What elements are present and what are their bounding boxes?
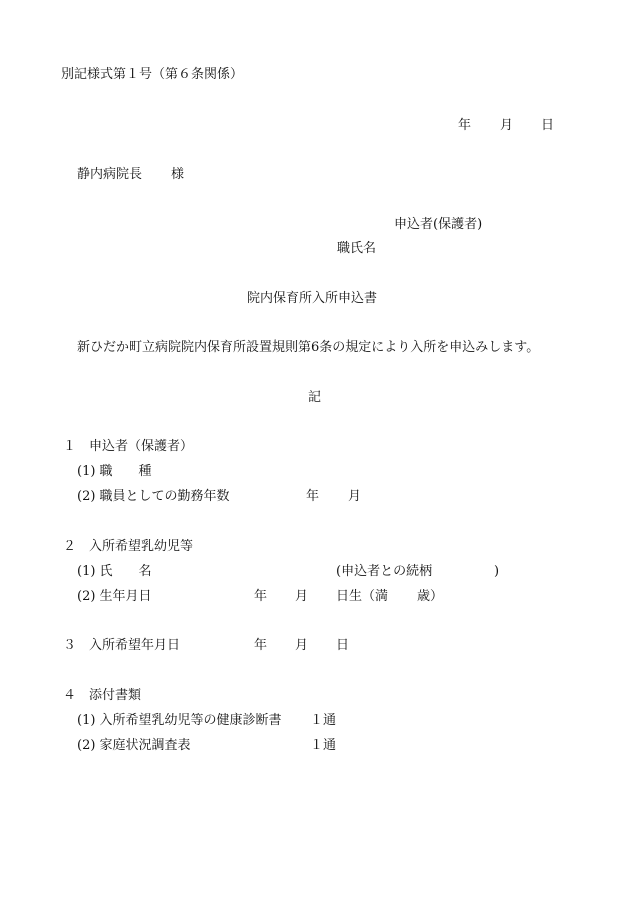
service-years-month-label: 月	[348, 489, 362, 504]
section-1-heading: １ 申込者（保護者）	[63, 439, 194, 454]
section-2-item-name: (1) 氏 名	[77, 564, 152, 579]
date-day-label: 日	[541, 118, 555, 133]
applicant-label: 申込者(保護者)	[394, 217, 483, 232]
section-2-heading: ２ 入所希望乳幼児等	[63, 539, 194, 554]
body-text: 新ひだか町立病院院内保育所設置規則第6条の規定により入所を申込みします。	[77, 340, 540, 355]
section-4-item-family-survey: (2) 家庭状況調査表	[77, 738, 191, 753]
section-4-item-health-certificate: (1) 入所希望乳幼児等の健康診断書	[77, 713, 282, 728]
desired-date-year-label: 年	[254, 638, 268, 653]
document-title: 院内保育所入所申込書	[247, 291, 378, 306]
section-3-heading: ３ 入所希望年月日	[63, 638, 181, 653]
birthdate-month-label: 月	[295, 589, 309, 604]
addressee-name: 静内病院長	[77, 167, 143, 182]
birthdate-day-label: 日生（満	[336, 589, 389, 604]
form-label: 別記様式第１号（第６条関係）	[61, 67, 244, 82]
desired-date-month-label: 月	[295, 638, 309, 653]
family-survey-count: １通	[310, 738, 337, 753]
section-2-item-birthdate: (2) 生年月日	[77, 589, 152, 604]
desired-date-day-label: 日	[336, 638, 350, 653]
section-4-heading: ４ 添付書類	[63, 688, 142, 703]
health-certificate-count: １通	[310, 713, 337, 728]
relation-label-close: )	[494, 564, 500, 579]
ki-label: 記	[308, 390, 322, 405]
date-month-label: 月	[500, 118, 514, 133]
section-1-item-service-years: (2) 職員としての勤務年数	[77, 489, 230, 504]
date-year-label: 年	[458, 118, 472, 133]
section-1-item-occupation: (1) 職 種	[77, 464, 152, 479]
birthdate-year-label: 年	[254, 589, 268, 604]
addressee-honorific: 様	[171, 167, 185, 182]
service-years-year-label: 年	[306, 489, 320, 504]
age-label: 歳）	[417, 589, 444, 604]
relation-label-open: (申込者との続柄	[336, 564, 433, 579]
applicant-name-label: 職氏名	[337, 241, 377, 256]
